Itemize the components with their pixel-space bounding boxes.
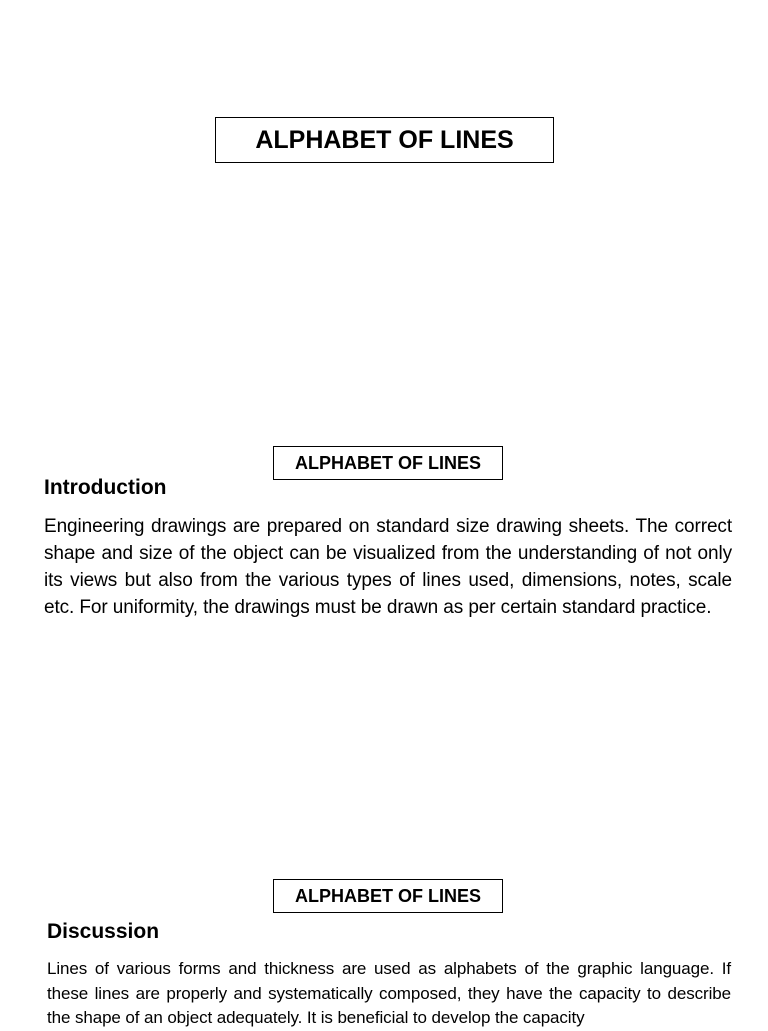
slide-1-title-box [215, 117, 554, 163]
slide-3-title: ALPHABET OF LINES [294, 886, 481, 906]
slide-2-title-box [273, 446, 503, 480]
discussion-paragraph: Lines of various forms and thickness are used as alphabets of the graphic language. If these lines are properly and systematically composed, they have the capacity to describe the shape of an object adequately. It is beneficial to develop the capacity [47, 959, 731, 1027]
slide-3-title-box [273, 879, 503, 913]
introduction-paragraph: Engineering drawings are prepared on standard size drawing sheets. The correct shape and size of the object can be visualized from the understanding of not only its views but also from the various types of lines used, dimensions, notes, scale etc. For uniformity, the drawings must be drawn as per certain standard practice. [44, 516, 732, 618]
introduction-heading: Introduction [44, 476, 167, 499]
slide-2-title: ALPHABET OF LINES [294, 453, 481, 473]
discussion-heading: Discussion [47, 920, 160, 943]
slide-1-title: ALPHABET OF LINES [255, 126, 514, 154]
